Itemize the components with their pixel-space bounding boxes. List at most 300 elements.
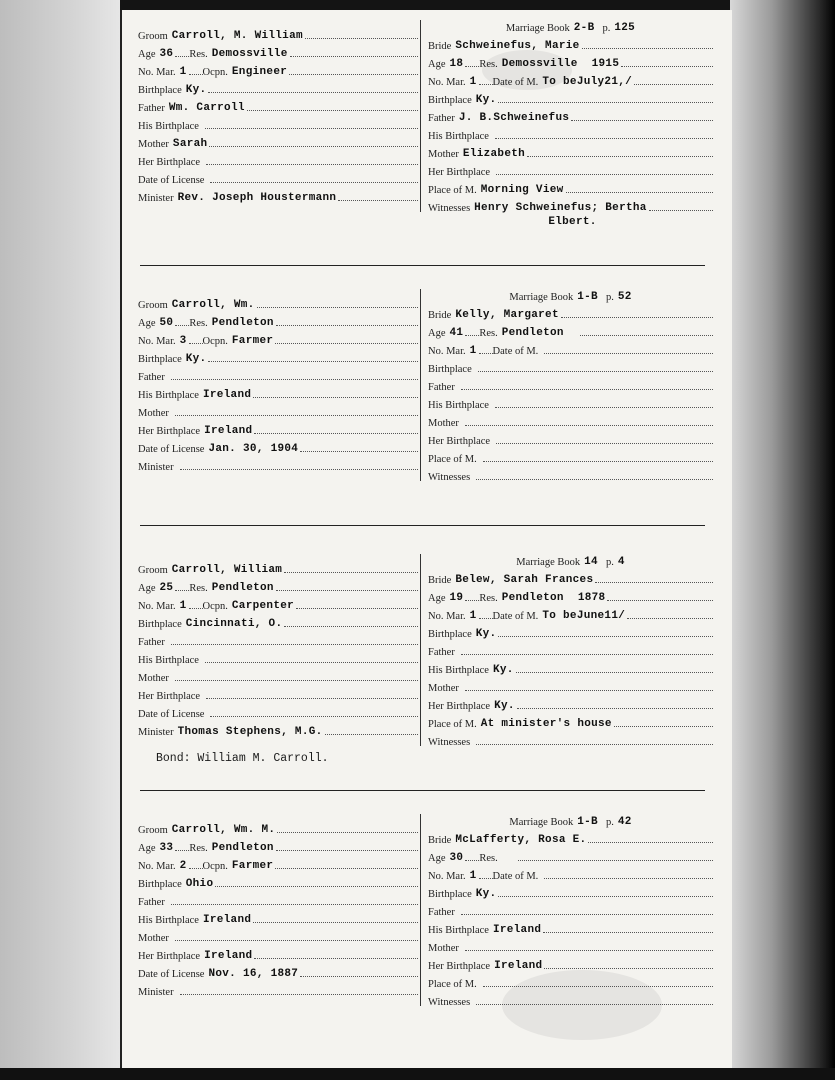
dotted-rule (257, 306, 418, 308)
groom-birthplace-line (182, 353, 418, 365)
dotted-rule (479, 877, 493, 879)
groom-his-birthplace-row (138, 908, 418, 926)
groom-nomar-ocpn-row (138, 60, 418, 78)
dotted-rule (180, 468, 418, 470)
groom-nomar-ocpn-value-a: 3 (179, 335, 187, 347)
groom-nomar-ocpn-label-b: Ocpn. (202, 601, 228, 612)
dotted-rule (607, 599, 713, 601)
bride-name-line (451, 309, 713, 321)
dotted-rule (543, 931, 713, 933)
dotted-rule (465, 65, 479, 67)
groom-his-birthplace-row (138, 383, 418, 401)
bride-mother-row (428, 142, 713, 160)
bride-age-res-label-a: Age (428, 59, 446, 70)
groom-age-res-value-b: Pendleton (211, 842, 274, 854)
bride-mother-row (428, 676, 713, 694)
bride-place-of-m-line (477, 184, 713, 196)
marriage-record-card (132, 810, 722, 1040)
marriage-book-label: Marriage Book (516, 557, 581, 568)
bride-age-res-label-a: Age (428, 853, 446, 864)
bride-father-label: Father (428, 907, 455, 918)
groom-age-res-value-a: 50 (159, 317, 174, 329)
dotted-rule (595, 581, 713, 583)
groom-age-res-value-b: Pendleton (211, 317, 274, 329)
bride-his-birthplace-label: His Birthplace (428, 925, 489, 936)
bride-age-res-label-b: Res. (479, 593, 498, 604)
groom-minister-value: Rev. Joseph Houstermann (177, 192, 337, 204)
dotted-rule (189, 607, 203, 609)
groom-birthplace-line (182, 878, 418, 890)
bride-place-of-m-line (477, 718, 713, 730)
bride-father-row (428, 640, 713, 658)
bride-nomar-date-label-a: No. Mar. (428, 611, 466, 622)
bride-column (428, 810, 713, 1022)
record-page (120, 10, 732, 1068)
bride-name-value: Schweinefus, Marie (455, 40, 580, 52)
dotted-rule (208, 360, 418, 362)
groom-his-birthplace-label: His Birthplace (138, 121, 199, 132)
groom-mother-row (138, 401, 418, 419)
groom-age-res-value-b: Demossville (211, 48, 288, 60)
groom-nomar-ocpn-value-a: 1 (179, 66, 187, 78)
dotted-rule (544, 877, 713, 879)
bride-column (428, 550, 713, 762)
dotted-rule (289, 73, 418, 75)
bride-her-birthplace-row (428, 694, 713, 712)
dotted-rule (498, 101, 713, 103)
bride-witnesses-value: Henry Schweinefus; Bertha (474, 202, 647, 214)
bride-mother-label: Mother (428, 149, 459, 160)
bride-age-res-first (428, 852, 463, 864)
groom-father-label: Father (138, 637, 165, 648)
dotted-rule (478, 370, 713, 372)
groom-nomar-ocpn-label-a: No. Mar. (138, 601, 176, 612)
groom-age-res-label-b: Res. (189, 49, 208, 60)
bride-witnesses-cont-row (428, 483, 713, 497)
bride-her-birthplace-label: Her Birthplace (428, 167, 491, 178)
groom-age-res-second (189, 582, 418, 594)
dotted-rule (518, 859, 713, 861)
bride-nomar-date-label-b: Date of M. (492, 611, 539, 622)
bride-place-of-m-value: At minister's house (480, 718, 612, 730)
bride-birthplace-row (428, 622, 713, 640)
groom-nomar-ocpn-label-b: Ocpn. (202, 336, 228, 347)
groom-nomar-ocpn-value-a: 1 (179, 600, 187, 612)
groom-birthplace-value: Cincinnati, O. (185, 618, 283, 630)
bride-birthplace-value: Ky. (475, 628, 497, 640)
dotted-rule (479, 83, 493, 85)
groom-age-res-label-b: Res. (189, 843, 208, 854)
bride-name-value: Belew, Sarah Frances (455, 574, 594, 586)
groom-nomar-ocpn-label-b: Ocpn. (202, 67, 228, 78)
bride-nomar-date-label-a: No. Mar. (428, 346, 466, 357)
bride-name-row (428, 34, 713, 52)
groom-nomar-ocpn-label-b: Ocpn. (202, 861, 228, 872)
dotted-rule (277, 831, 418, 833)
groom-age-res-label-b: Res. (189, 583, 208, 594)
bride-his-birthplace-value: Ireland (492, 924, 542, 936)
groom-age-res-value-a: 25 (159, 582, 174, 594)
dotted-rule (275, 867, 418, 869)
groom-his-birthplace-row (138, 114, 418, 132)
dotted-rule (189, 867, 203, 869)
groom-his-birthplace-label: His Birthplace (138, 390, 199, 401)
bride-nomar-date-second (493, 871, 713, 882)
page-label: p. (605, 292, 614, 303)
groom-father-row (138, 365, 418, 383)
dotted-rule (479, 617, 493, 619)
bride-father-value: J. B.Schweinefus (458, 112, 570, 124)
dotted-rule (254, 432, 418, 434)
groom-father-label: Father (138, 372, 165, 383)
bride-her-birthplace-label: Her Birthplace (428, 961, 491, 972)
groom-her-birthplace-label: Her Birthplace (138, 691, 201, 702)
dotted-rule (588, 841, 713, 843)
groom-nomar-ocpn-value-b: Farmer (231, 860, 274, 872)
record-divider (140, 265, 705, 266)
groom-his-birthplace-label: His Birthplace (138, 655, 199, 666)
bride-birthplace-label: Birthplace (428, 629, 472, 640)
bride-age-res-value-a: 19 (449, 592, 464, 604)
bride-nomar-date-first (428, 76, 477, 88)
dotted-rule (206, 697, 418, 699)
marriage-record-card (132, 16, 722, 246)
bride-witnesses-cont: Elbert. (548, 216, 597, 228)
bride-his-birthplace-label: His Birthplace (428, 131, 489, 142)
bride-nomar-date-value-a: 1 (469, 76, 477, 88)
groom-minister-line (174, 726, 418, 738)
groom-nomar-ocpn-second (203, 600, 418, 612)
bride-nomar-date-row (428, 604, 713, 622)
bride-age-res-label-a: Age (428, 328, 446, 339)
groom-minister-row (138, 455, 418, 473)
bride-nomar-date-first (428, 870, 477, 882)
groom-age-res-second (189, 317, 418, 329)
dotted-rule (175, 55, 189, 57)
bride-age-res-value-extra: 1915 (591, 58, 620, 70)
bride-witnesses-row (428, 196, 713, 214)
groom-minister-line (174, 192, 418, 204)
column-separator (420, 554, 421, 746)
groom-birthplace-label: Birthplace (138, 85, 182, 96)
bride-witnesses-cont-row (428, 748, 713, 762)
bride-nomar-date-first (428, 610, 477, 622)
groom-column (138, 550, 418, 738)
groom-nomar-ocpn-second (203, 860, 418, 872)
groom-column (138, 285, 418, 473)
groom-column (138, 810, 418, 998)
groom-age-res-label-a: Age (138, 49, 156, 60)
groom-nomar-ocpn-row (138, 329, 418, 347)
dotted-rule (634, 83, 713, 85)
bride-birthplace-line (472, 628, 713, 640)
bride-nomar-date-value-a: 1 (469, 610, 477, 622)
dotted-rule (461, 913, 713, 915)
groom-birthplace-label: Birthplace (138, 879, 182, 890)
dotted-rule (171, 643, 418, 645)
bride-column (428, 16, 713, 228)
scan-border-left (0, 0, 120, 1080)
bride-father-row (428, 900, 713, 918)
groom-minister-line (174, 993, 418, 998)
bride-name-label: Bride (428, 835, 452, 846)
groom-birthplace-label: Birthplace (138, 354, 182, 365)
bride-nomar-date-row (428, 70, 713, 88)
bride-witnesses-row (428, 465, 713, 483)
scan-border-bottom (0, 1068, 835, 1080)
groom-top-spacer (138, 16, 418, 24)
groom-nomar-ocpn-value-b: Carpenter (231, 600, 295, 612)
marriage-record-card (132, 550, 722, 780)
dotted-rule (465, 859, 479, 861)
bride-birthplace-value: Ky. (475, 94, 497, 106)
groom-date-of-license-label: Date of License (138, 969, 205, 980)
page-value: 125 (614, 22, 636, 34)
dotted-rule (479, 352, 493, 354)
groom-birthplace-value: Ky. (185, 84, 207, 96)
dotted-rule (284, 571, 418, 573)
bride-mother-line (459, 148, 713, 160)
bride-her-birthplace-row (428, 429, 713, 447)
groom-mother-label: Mother (138, 933, 169, 944)
dotted-rule (621, 65, 713, 67)
bride-name-value: Kelly, Margaret (455, 309, 559, 321)
groom-his-birthplace-line (199, 914, 418, 926)
groom-minister-label: Minister (138, 987, 174, 998)
groom-minister-value: Thomas Stephens, M.G. (177, 726, 323, 738)
bride-father-row (428, 375, 713, 393)
bride-his-birthplace-label: His Birthplace (428, 400, 489, 411)
groom-nomar-ocpn-row (138, 594, 418, 612)
bride-place-of-m-row (428, 447, 713, 465)
bride-age-res-second (479, 853, 713, 864)
groom-age-res-row (138, 42, 418, 60)
groom-name-line (168, 824, 418, 836)
bride-name-line (451, 834, 713, 846)
groom-top-spacer (138, 285, 418, 293)
groom-name-row (138, 24, 418, 42)
bride-age-res-row (428, 321, 713, 339)
groom-his-birthplace-value: Ireland (202, 389, 252, 401)
bride-her-birthplace-row (428, 954, 713, 972)
dotted-rule (561, 316, 713, 318)
groom-birthplace-value: Ohio (185, 878, 214, 890)
groom-father-value: Wm. Carroll (168, 102, 245, 114)
groom-minister-label: Minister (138, 727, 174, 738)
bride-mother-value: Elizabeth (462, 148, 526, 160)
bride-place-of-m-row (428, 712, 713, 730)
groom-date-of-license-row (138, 962, 418, 980)
groom-date-of-license-label: Date of License (138, 175, 205, 186)
bride-name-line (451, 574, 713, 586)
groom-minister-row (138, 720, 418, 738)
groom-mother-label: Mother (138, 408, 169, 419)
dotted-rule (205, 661, 418, 663)
column-separator (420, 814, 421, 1006)
groom-age-res-label-a: Age (138, 318, 156, 329)
groom-minister-label: Minister (138, 462, 174, 473)
dotted-rule (649, 209, 713, 211)
groom-mother-label: Mother (138, 139, 169, 150)
bride-witnesses-label: Witnesses (428, 997, 471, 1008)
bride-age-res-second (479, 327, 713, 339)
bride-place-of-m-row (428, 972, 713, 990)
groom-name-line (168, 564, 418, 576)
groom-nomar-ocpn-first (138, 66, 187, 78)
bride-name-row (428, 303, 713, 321)
bride-nomar-date-first (428, 345, 477, 357)
dotted-rule (566, 191, 713, 193)
bride-witnesses-label: Witnesses (428, 472, 471, 483)
groom-father-row (138, 890, 418, 908)
bride-nomar-date-row (428, 864, 713, 882)
groom-age-res-value-a: 36 (159, 48, 174, 60)
dotted-rule (461, 388, 713, 390)
dotted-rule (483, 460, 713, 462)
page-label: p. (605, 557, 614, 568)
groom-birthplace-line (182, 84, 418, 96)
scan-border-right (730, 0, 835, 1080)
groom-mother-line (169, 138, 418, 150)
column-separator (420, 20, 421, 212)
bride-her-birthplace-label: Her Birthplace (428, 701, 491, 712)
bride-witnesses-label: Witnesses (428, 203, 471, 214)
groom-name-label: Groom (138, 300, 168, 311)
groom-minister-line (174, 468, 418, 473)
groom-age-res-first (138, 842, 173, 854)
groom-his-birthplace-line (199, 389, 418, 401)
bride-nomar-date-row (428, 339, 713, 357)
bride-her-birthplace-label: Her Birthplace (428, 436, 491, 447)
bride-birthplace-line (472, 888, 713, 900)
bride-age-res-label-b: Res. (479, 328, 498, 339)
groom-his-birthplace-label: His Birthplace (138, 915, 199, 926)
bride-her-birthplace-value: Ireland (494, 960, 543, 972)
groom-name-label: Groom (138, 825, 168, 836)
marriage-book-header (428, 810, 713, 828)
bride-birthplace-label: Birthplace (428, 364, 472, 375)
groom-her-birthplace-row (138, 150, 418, 168)
groom-nomar-ocpn-second (203, 66, 418, 78)
bride-age-res-value-b: Pendleton (501, 592, 564, 604)
dotted-rule (175, 324, 189, 326)
groom-name-value: Carroll, M. William (171, 30, 303, 42)
dotted-rule (175, 679, 418, 681)
groom-age-res-second (189, 48, 418, 60)
bride-nomar-date-label-b: Date of M. (492, 871, 539, 882)
groom-name-row (138, 293, 418, 311)
bride-mother-label: Mother (428, 418, 459, 429)
bride-name-row (428, 828, 713, 846)
groom-age-res-row (138, 836, 418, 854)
bride-witnesses-cont-row (428, 1008, 713, 1022)
dotted-rule (175, 939, 418, 941)
groom-name-row (138, 818, 418, 836)
dotted-rule (582, 47, 713, 49)
dotted-rule (544, 967, 713, 969)
groom-age-res-label-b: Res. (189, 318, 208, 329)
groom-her-birthplace-line (200, 950, 418, 962)
groom-father-line (165, 102, 418, 114)
bride-nomar-date-value-a: 1 (469, 870, 477, 882)
bride-witnesses-row (428, 990, 713, 1008)
bride-name-label: Bride (428, 575, 452, 586)
groom-date-of-license-value: Jan. 30, 1904 (208, 443, 299, 455)
bride-nomar-date-second (493, 610, 713, 622)
groom-father-label: Father (138, 897, 165, 908)
bride-birthplace-label: Birthplace (428, 95, 472, 106)
dotted-rule (465, 949, 713, 951)
bride-age-res-value-b: Pendleton (501, 327, 564, 339)
bride-nomar-date-value-b: To beJuly21,/ (542, 76, 633, 88)
dotted-rule (284, 625, 418, 627)
groom-age-res-first (138, 582, 173, 594)
bride-age-res-label-a: Age (428, 593, 446, 604)
dotted-rule (483, 985, 713, 987)
dotted-rule (338, 199, 418, 201)
bride-mother-row (428, 411, 713, 429)
groom-name-label: Groom (138, 31, 168, 42)
groom-nomar-ocpn-value-a: 2 (179, 860, 187, 872)
bride-birthplace-label: Birthplace (428, 889, 472, 900)
groom-her-birthplace-row (138, 944, 418, 962)
bride-birthplace-row (428, 88, 713, 106)
bride-witnesses-label: Witnesses (428, 737, 471, 748)
bride-nomar-date-second (493, 346, 713, 357)
groom-nomar-ocpn-row (138, 854, 418, 872)
groom-age-res-second (189, 842, 418, 854)
dotted-rule (300, 450, 418, 452)
dotted-rule (215, 885, 418, 887)
bride-his-birthplace-row (428, 124, 713, 142)
marriage-book-header (428, 285, 713, 303)
bride-age-res-value-b: Demossville (501, 58, 578, 70)
dotted-rule (498, 635, 713, 637)
groom-mother-row (138, 666, 418, 684)
groom-her-birthplace-label: Her Birthplace (138, 157, 201, 168)
dotted-rule (180, 993, 418, 995)
groom-date-of-license-label: Date of License (138, 709, 205, 720)
bride-name-value: McLafferty, Rosa E. (455, 834, 587, 846)
bride-nomar-date-label-b: Date of M. (492, 346, 539, 357)
groom-top-spacer (138, 810, 418, 818)
bride-age-res-first (428, 592, 463, 604)
bride-name-label: Bride (428, 41, 452, 52)
groom-name-value: Carroll, William (171, 564, 283, 576)
dotted-rule (476, 478, 713, 480)
dotted-rule (495, 406, 713, 408)
dotted-rule (276, 849, 418, 851)
dotted-rule (496, 442, 713, 444)
bride-his-birthplace-row (428, 658, 713, 676)
bride-nomar-date-label-a: No. Mar. (428, 77, 466, 88)
bride-column (428, 285, 713, 497)
groom-her-birthplace-row (138, 684, 418, 702)
bride-name-label: Bride (428, 310, 452, 321)
marriage-book-label: Marriage Book (509, 817, 574, 828)
dotted-rule (305, 37, 418, 39)
groom-age-res-row (138, 311, 418, 329)
groom-name-value: Carroll, Wm. (171, 299, 255, 311)
dotted-rule (476, 743, 713, 745)
dotted-rule (465, 334, 479, 336)
groom-nomar-ocpn-first (138, 335, 187, 347)
record-divider (140, 525, 705, 526)
groom-nomar-ocpn-label-a: No. Mar. (138, 67, 176, 78)
bride-age-res-value-a: 18 (449, 58, 464, 70)
dotted-rule (516, 671, 713, 673)
dotted-rule (571, 119, 713, 121)
